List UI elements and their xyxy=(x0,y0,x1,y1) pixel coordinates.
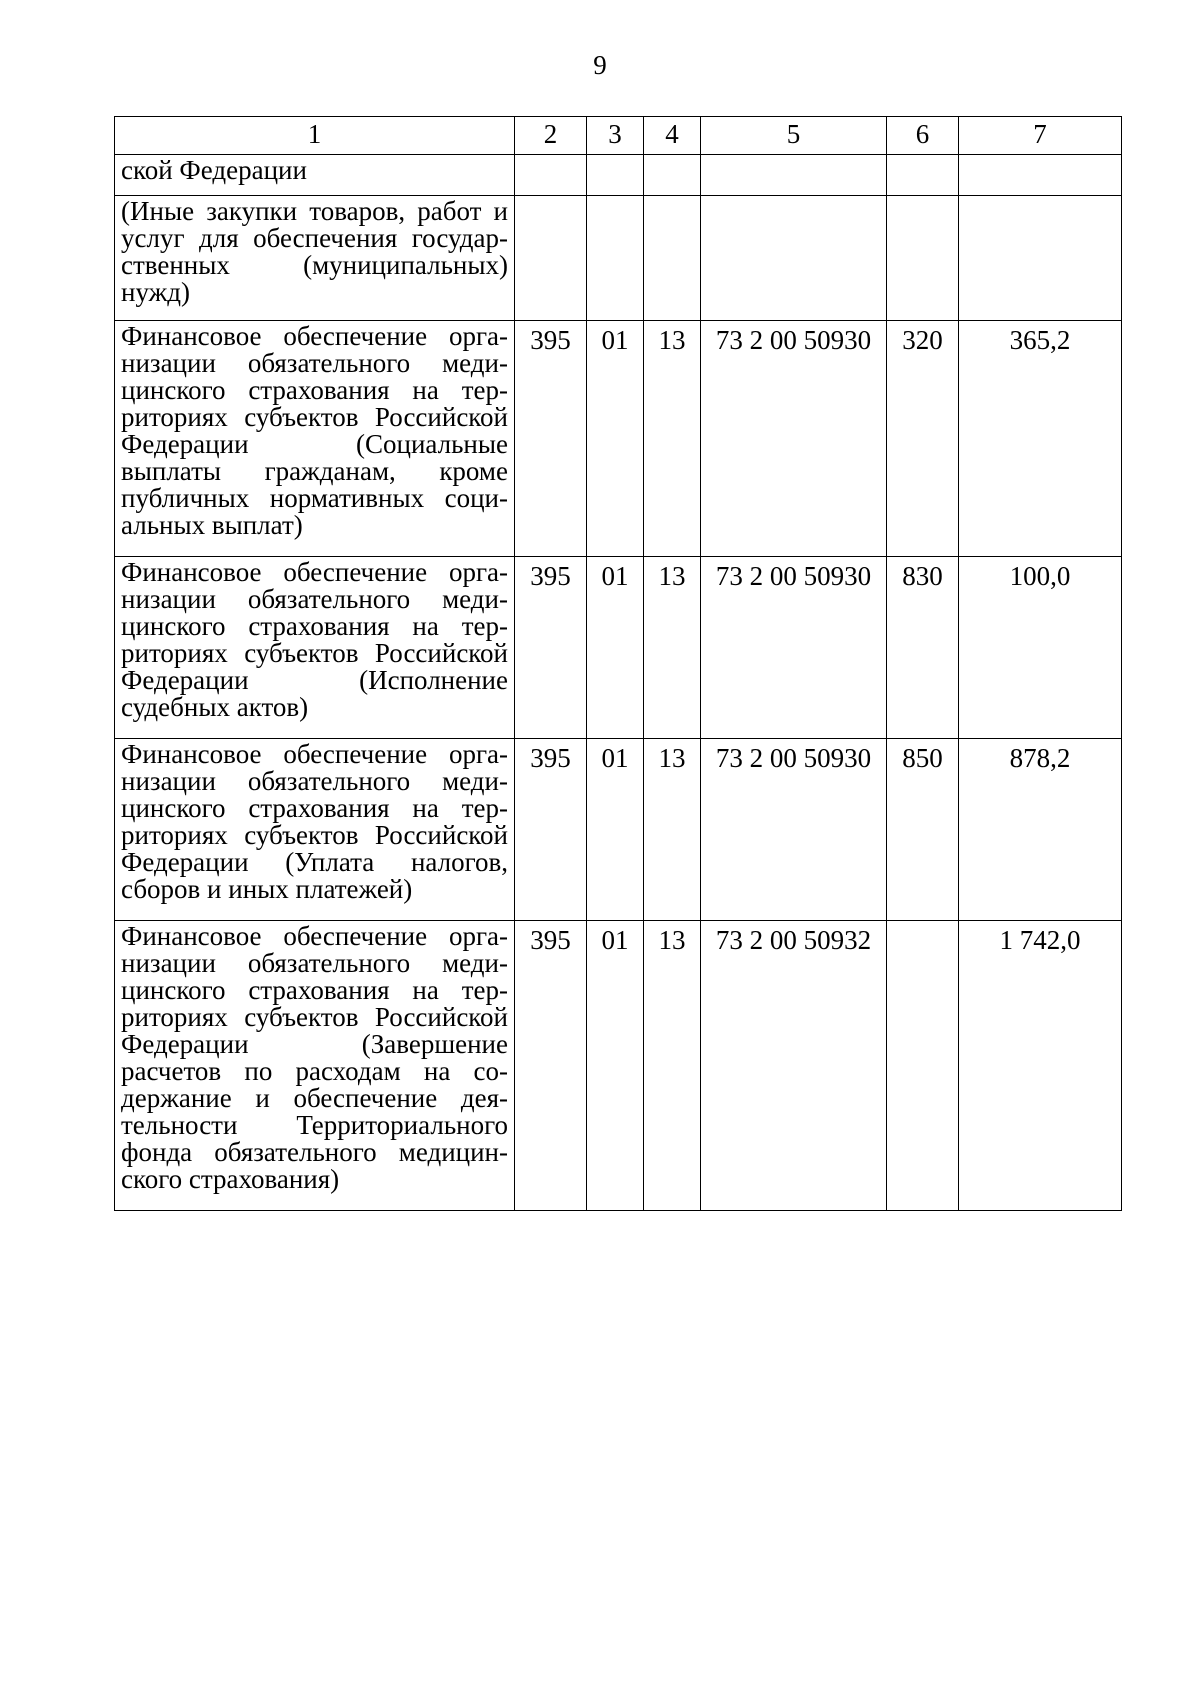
row-description: Финансовое обеспечение организации обязательного медицинского страхования на территориях субъектов Российской Федерации (Уплата налогов, сборов и иных платежей) xyxy=(115,739,515,921)
row-col-3 xyxy=(587,196,644,321)
row-col-6 xyxy=(887,921,959,1211)
header-cell-6: 6 xyxy=(887,117,959,155)
row-col-5: 73 2 00 50932 xyxy=(701,921,887,1211)
row-col-6: 850 xyxy=(887,739,959,921)
row-col-3: 01 xyxy=(587,321,644,557)
row-description: Финансовое обеспечение организации обязательного медицинского страхования на территориях субъектов Российской Федерации (Социальные выплаты гражданам, кроме публичных нормативных социальных выплат) xyxy=(115,321,515,557)
row-col-3: 01 xyxy=(587,739,644,921)
row-col-3: 01 xyxy=(587,557,644,739)
row-col-4 xyxy=(644,155,701,196)
row-col-5 xyxy=(701,155,887,196)
row-col-5: 73 2 00 50930 xyxy=(701,321,887,557)
row-col-7: 365,2 xyxy=(959,321,1122,557)
row-description: Финансовое обеспечение организации обязательного медицинского страхования на территориях субъектов Российской Федерации (Завершение расчетов по расходам на содержание и обеспечение деятельности Территориального фонда обязательного медицинского страхования) xyxy=(115,921,515,1211)
row-col-5: 73 2 00 50930 xyxy=(701,557,887,739)
row-col-2: 395 xyxy=(515,557,587,739)
header-cell-5: 5 xyxy=(701,117,887,155)
row-col-7 xyxy=(959,196,1122,321)
header-cell-2: 2 xyxy=(515,117,587,155)
header-cell-7: 7 xyxy=(959,117,1122,155)
row-col-2 xyxy=(515,196,587,321)
row-col-3: 01 xyxy=(587,921,644,1211)
row-col-5 xyxy=(701,196,887,321)
table-row xyxy=(115,321,1122,557)
row-col-2: 395 xyxy=(515,321,587,557)
row-col-6 xyxy=(887,196,959,321)
row-col-3 xyxy=(587,155,644,196)
table-row xyxy=(115,196,1122,321)
row-col-7: 878,2 xyxy=(959,739,1122,921)
row-col-6 xyxy=(887,155,959,196)
row-col-6: 320 xyxy=(887,321,959,557)
row-col-2: 395 xyxy=(515,739,587,921)
row-col-7 xyxy=(959,155,1122,196)
row-col-2 xyxy=(515,155,587,196)
table-row xyxy=(115,921,1122,1211)
table-row xyxy=(115,739,1122,921)
row-col-5: 73 2 00 50930 xyxy=(701,739,887,921)
row-col-4: 13 xyxy=(644,557,701,739)
header-cell-3: 3 xyxy=(587,117,644,155)
row-col-7: 100,0 xyxy=(959,557,1122,739)
header-cell-4: 4 xyxy=(644,117,701,155)
budget-table xyxy=(114,116,1122,1211)
row-col-4: 13 xyxy=(644,921,701,1211)
row-col-2: 395 xyxy=(515,921,587,1211)
row-col-4: 13 xyxy=(644,321,701,557)
row-col-4 xyxy=(644,196,701,321)
row-col-7: 1 742,0 xyxy=(959,921,1122,1211)
table-row xyxy=(115,155,1122,196)
table-row xyxy=(115,557,1122,739)
row-description: (Иные закупки товаров, работ и услуг для обеспечения государственных (муниципальных) нужд) xyxy=(115,196,515,321)
header-cell-1: 1 xyxy=(115,117,515,155)
row-description: Финансовое обеспечение организации обязательного медицинского страхования на территориях субъектов Российской Федерации (Исполнение судебных актов) xyxy=(115,557,515,739)
row-col-6: 830 xyxy=(887,557,959,739)
row-description: ской Федерации xyxy=(115,155,515,196)
table-header-row xyxy=(115,117,1122,155)
page-number: 9 xyxy=(593,50,607,80)
row-col-4: 13 xyxy=(644,739,701,921)
